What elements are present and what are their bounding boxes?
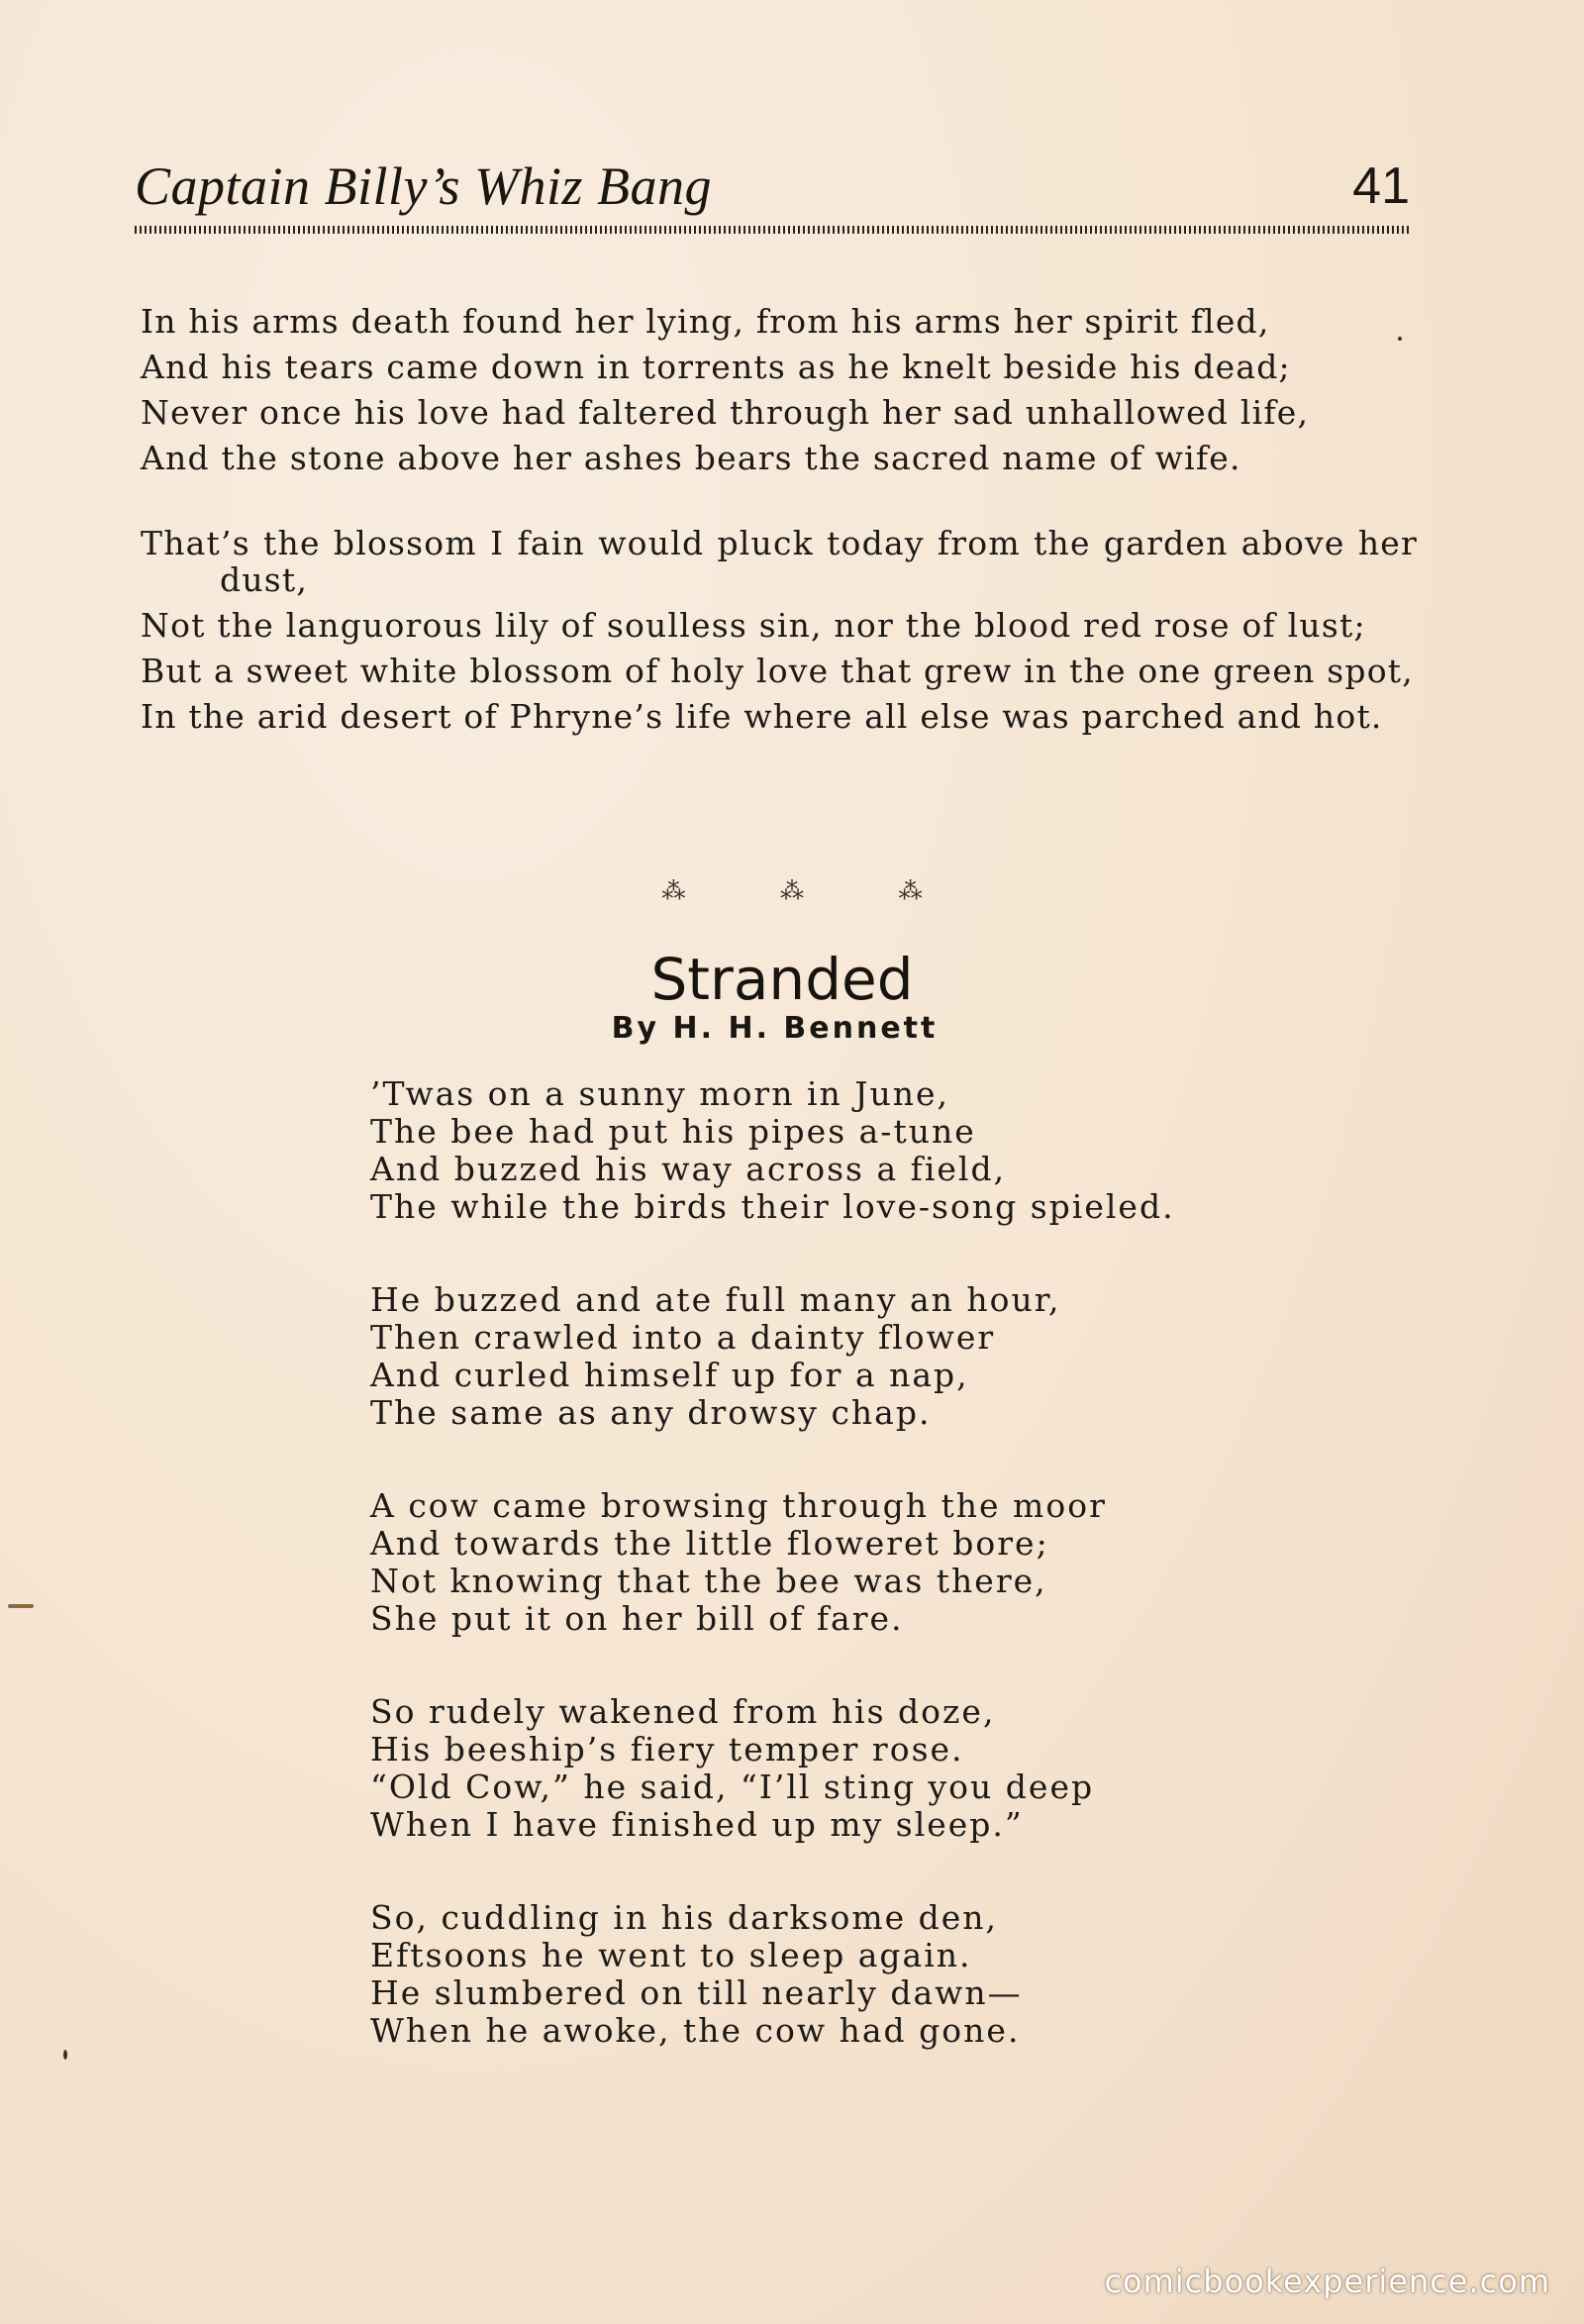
- page-number: 41: [1352, 157, 1410, 215]
- poem-line: Eftsoons he went to sleep again.: [370, 1936, 972, 1974]
- poem-stanza: [370, 1487, 1261, 1638]
- poem-line: She put it on her bill of fare.: [370, 1599, 904, 1638]
- poem-line: And his tears came down in torrents as he knelt beside his dead;: [141, 348, 1291, 386]
- poem-line: And the stone above her ashes bears the sacred name of wife.: [141, 439, 1241, 477]
- poem-line: That’s the blossom I fain would pluck today from the garden above her dust,: [141, 524, 1418, 599]
- poem-line: And buzzed his way across a field,: [370, 1150, 1007, 1188]
- header-rule: [135, 226, 1410, 234]
- poem-line: “Old Cow,” he said, “I’ll sting you deep: [370, 1768, 1095, 1806]
- poem-line: And towards the little floweret bore;: [370, 1524, 1049, 1563]
- asterism-ornament-icon: ⁂: [898, 877, 923, 905]
- poem-line: The bee had put his pipes a-tune: [370, 1112, 976, 1151]
- poem-line: The while the birds their love-song spieled.: [370, 1187, 1175, 1226]
- poem-line: So, cuddling in his darksome den,: [370, 1898, 999, 1937]
- section-separator: [0, 877, 1584, 905]
- poem-line: When he awoke, the cow had gone.: [370, 2011, 1021, 2050]
- running-header: [135, 156, 1410, 236]
- asterism-ornament-icon: ⁂: [780, 877, 804, 905]
- paper-speck: [63, 2050, 67, 2060]
- asterism-ornament-icon: ⁂: [661, 877, 686, 905]
- poem-stanza: [370, 1899, 1261, 2050]
- poem-line: The same as any drowsy chap.: [370, 1393, 932, 1432]
- poem-line: A cow came browsing through the moor: [370, 1486, 1107, 1525]
- poem-line: Then crawled into a dainty flower: [370, 1318, 996, 1357]
- magazine-title: Captain Billy’s Whiz Bang: [135, 156, 713, 216]
- paper-speck: [8, 1604, 34, 1608]
- poem-line: But a sweet white blossom of holy love that grew in the one green spot,: [141, 652, 1414, 690]
- poem-line: So rudely wakened from his doze,: [370, 1692, 996, 1731]
- watermark: comicbookexperience.com: [1104, 2263, 1550, 2300]
- poem-line: Not the languorous lily of soulless sin, nor the blood red rose of lust;: [141, 606, 1366, 645]
- poem-line: His beeship’s fiery temper rose.: [370, 1730, 964, 1768]
- poem-line: In the arid desert of Phryne’s life where all else was parched and hot.: [141, 697, 1383, 736]
- poem-line: Never once his love had faltered through her sad unhallowed life,: [141, 393, 1310, 432]
- poem-line: He buzzed and ate full many an hour,: [370, 1280, 1061, 1319]
- poem-line: Not knowing that the bee was there,: [370, 1562, 1047, 1600]
- poem-line: When I have finished up my sleep.”: [370, 1805, 1024, 1844]
- poem-title: Stranded: [650, 946, 914, 1013]
- poem-stanza: [370, 1281, 1261, 1432]
- poem-line: And curled himself up for a nap,: [370, 1356, 969, 1394]
- poem-stanza: [141, 525, 1418, 744]
- poem-stanza: [370, 1075, 1261, 1226]
- poem-line: He slumbered on till nearly dawn—: [370, 1973, 1023, 2012]
- poem-stanza: [370, 1693, 1261, 1844]
- poem-stanza: [141, 299, 1418, 481]
- poem-line: ’Twas on a sunny morn in June,: [370, 1074, 950, 1113]
- poem-byline: By H. H. Bennett: [611, 1011, 939, 1046]
- poem-line: In his arms death found her lying, from his arms her spirit fled,: [141, 302, 1270, 341]
- paper-speck: [1398, 337, 1402, 341]
